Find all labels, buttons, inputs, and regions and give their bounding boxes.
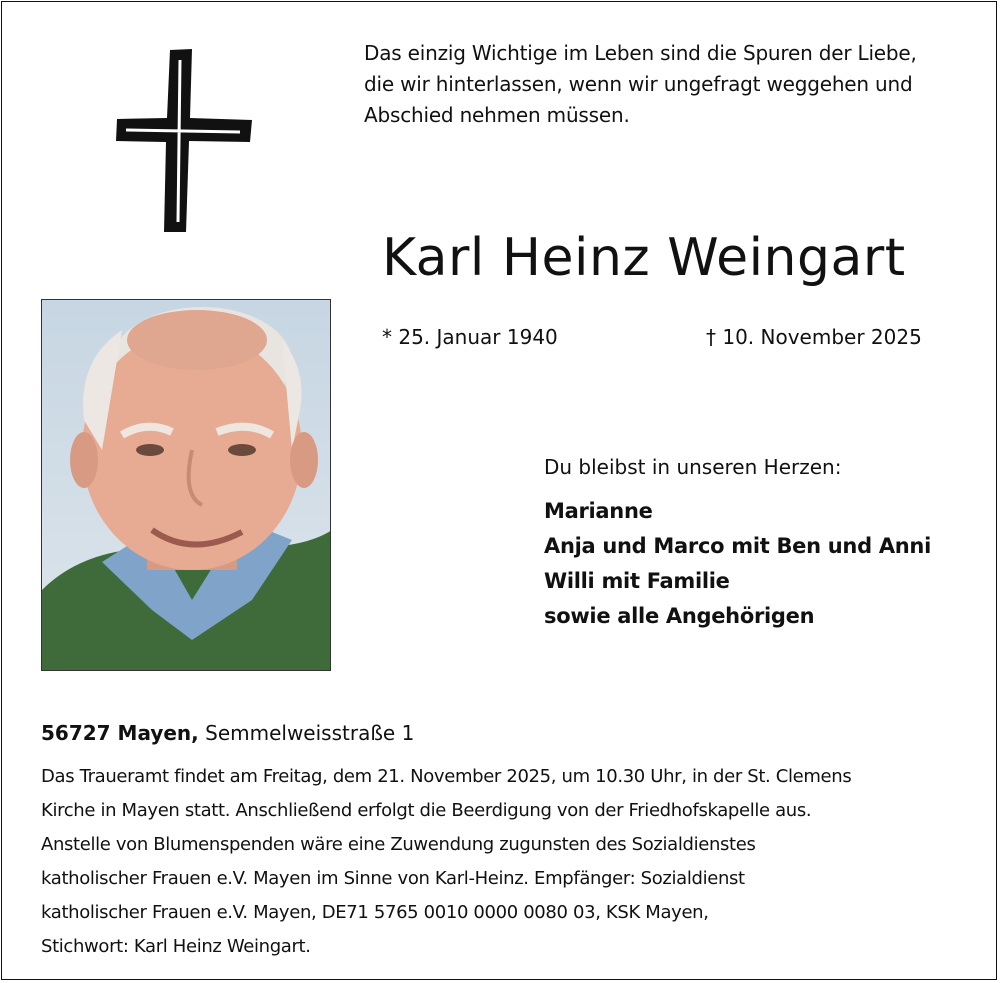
- birth-date: * 25. Januar 1940: [382, 325, 558, 349]
- info-line: Das Traueramt findet am Freitag, dem 21. November 2025, um 10.30 Uhr, in der St. Clemens: [41, 766, 852, 787]
- mourners-intro: Du bleibst in unseren Herzen:: [544, 455, 842, 479]
- deceased-name: Karl Heinz Weingart: [382, 228, 906, 288]
- memorial-quote: [364, 38, 984, 131]
- info-line: Kirche in Mayen statt. Anschließend erfolgt die Beerdigung von der Friedhofskapelle aus.: [41, 800, 812, 821]
- address-street: Semmelweisstraße 1: [205, 721, 415, 745]
- quote-line: Abschied nehmen müssen.: [364, 103, 630, 127]
- cross-icon: [112, 46, 257, 236]
- portrait-photo: [41, 299, 331, 671]
- mourner-entry: sowie alle Angehörigen: [544, 604, 815, 628]
- info-line: katholischer Frauen e.V. Mayen im Sinne von Karl-Heinz. Empfänger: Sozialdienst: [41, 868, 745, 889]
- mourner-entry: Willi mit Familie: [544, 569, 730, 593]
- mourner-entry: Marianne: [544, 499, 653, 523]
- quote-line: Das einzig Wichtige im Leben sind die Spuren der Liebe,: [364, 41, 917, 65]
- info-line: katholischer Frauen e.V. Mayen, DE71 5765 0010 0000 0080 03, KSK Mayen,: [41, 902, 709, 923]
- address-city: 56727 Mayen,: [41, 721, 199, 745]
- death-date: † 10. November 2025: [706, 325, 922, 349]
- mourners-list: [544, 494, 931, 634]
- quote-line: die wir hinterlassen, wenn wir ungefragt weggehen und: [364, 72, 913, 96]
- funeral-information: [41, 760, 991, 964]
- address-line: [41, 721, 414, 745]
- info-line: Anstelle von Blumenspenden wäre eine Zuwendung zugunsten des Sozialdienstes: [41, 834, 756, 855]
- mourner-entry: Anja und Marco mit Ben und Anni: [544, 534, 931, 558]
- info-line: Stichwort: Karl Heinz Weingart.: [41, 936, 311, 957]
